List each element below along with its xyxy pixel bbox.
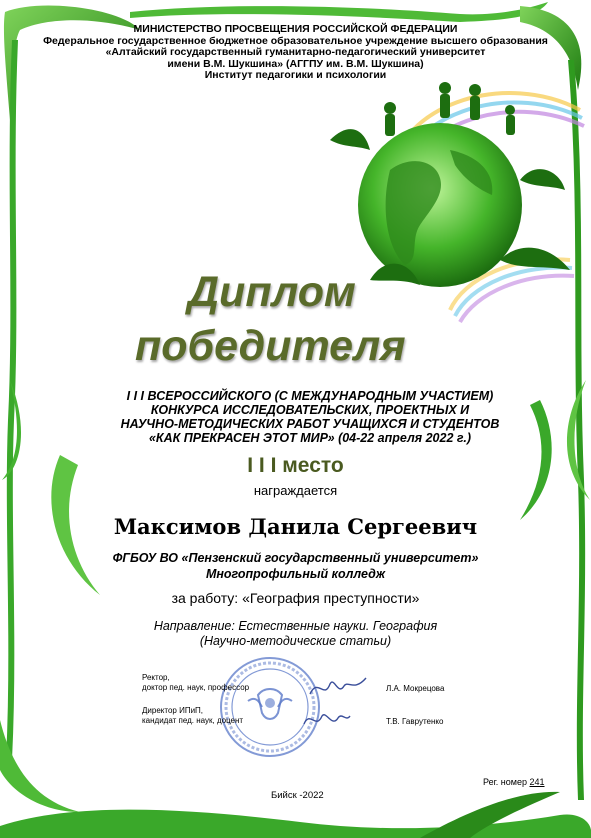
university-short-name: имени В.М. Шукшина» (АГГПУ им. В.М. Шукшина) xyxy=(167,57,424,70)
contest-name xyxy=(60,389,560,445)
rector-position: Ректор, xyxy=(142,673,170,682)
registration-number xyxy=(483,777,545,787)
organization-unit: Многопрофильный колледж xyxy=(205,567,386,581)
reg-value: 241 xyxy=(529,777,545,787)
director-position: Директор ИПиП, xyxy=(142,706,204,715)
institute-name: Институт педагогики и психологии xyxy=(204,69,387,81)
work-title: за работу: «География преступности» xyxy=(171,590,420,606)
diploma-title: Диплом xyxy=(188,268,356,316)
direction-line-2: (Научно-методические статьи) xyxy=(199,634,392,648)
rector-title xyxy=(142,673,249,693)
university-name: «Алтайский государственный гуманитарно-педагогический университет xyxy=(105,46,486,58)
contest-line-1: I I I ВСЕРОССИЙСКОГО (С МЕЖДУНАРОДНЫМ УЧАСТИЕМ) xyxy=(126,389,494,403)
organization-name: ФГБОУ ВО «Пензенский государственный университет» xyxy=(112,551,479,565)
university-type: Федеральное государственное бюджетное образовательное учреждение высшего образования xyxy=(43,34,548,47)
institution-header xyxy=(0,24,591,82)
recipient-name: Максимов Данила Сергеевич xyxy=(113,514,478,539)
city-year: Бийск -2022 xyxy=(271,790,324,801)
rector-degree: доктор пед. наук, профессор xyxy=(142,683,250,692)
contest-line-4: «КАК ПРЕКРАСЕН ЭТОТ МИР» (04-22 апреля 2022 г.) xyxy=(148,431,472,445)
direction xyxy=(0,619,591,649)
rector-signature xyxy=(308,672,368,702)
director-degree: кандидат пед. наук, доцент xyxy=(142,716,244,725)
recipient-organization xyxy=(0,550,591,582)
direction-line-1: Направление: Естественные науки. География xyxy=(153,619,438,633)
awarded-label: награждается xyxy=(253,483,338,498)
diploma-subtitle: победителя xyxy=(135,322,406,370)
contest-line-2: КОНКУРСА ИССЛЕДОВАТЕЛЬСКИХ, ПРОЕКТНЫХ И xyxy=(150,403,470,417)
place-label: I I I место xyxy=(247,454,344,477)
director-name: Т.В. Гаврутенко xyxy=(386,717,444,726)
reg-label: Рег. номер xyxy=(483,777,527,787)
director-title xyxy=(142,706,243,726)
director-signature xyxy=(302,706,352,734)
rector-name: Л.А. Мокрецова xyxy=(386,684,445,693)
ministry-name: МИНИСТЕРСТВО ПРОСВЕЩЕНИЯ РОССИЙСКОЙ ФЕДЕРАЦИИ xyxy=(133,23,458,35)
contest-line-3: НАУЧНО-МЕТОДИЧЕСКИХ РАБОТ УЧАЩИХСЯ И СТУДЕНТОВ xyxy=(120,417,500,431)
